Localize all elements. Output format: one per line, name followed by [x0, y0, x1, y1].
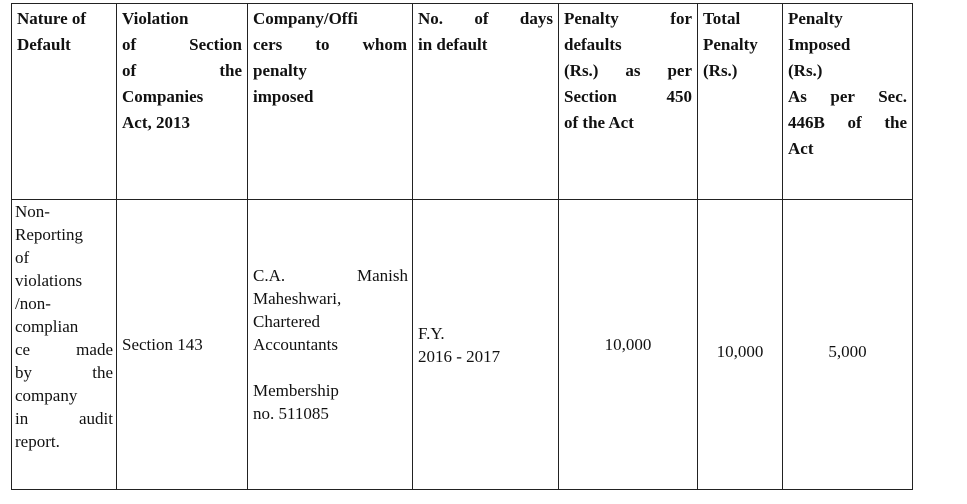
header-nature-of-default: Nature of Default — [12, 4, 117, 200]
table-row — [12, 200, 913, 490]
header-company-officers: Company/Offi cers to whom penalty imposed — [248, 4, 413, 200]
header-row — [12, 4, 913, 200]
cell-penalty-section-450: 10,000 — [559, 200, 698, 490]
cell-violation-section: Section 143 — [117, 200, 248, 490]
cell-nature-of-default: Non- Reporting of violations /non- complian ce made by the company in audit report. — [12, 200, 117, 490]
header-violation-of-section: Violation of Section of the Companies Act, 2013 — [117, 4, 248, 200]
header-total-penalty: Total Penalty (Rs.) — [698, 4, 783, 200]
header-days-in-default: No. of days in default — [413, 4, 559, 200]
header-penalty-imposed-446b: Penalty Imposed (Rs.) As per Sec. 446B of the Act — [783, 4, 913, 200]
header-penalty-section-450: Penalty for defaults (Rs.) as per Section 450 of the Act — [559, 4, 698, 200]
penalty-table — [11, 3, 913, 490]
cell-days-in-default: F.Y. 2016 - 2017 — [413, 200, 559, 490]
cell-company-officers: C.A. Manish Maheshwari, Chartered Accountants Membership no. 511085 — [248, 200, 413, 490]
cell-penalty-imposed: 5,000 — [783, 200, 913, 490]
cell-total-penalty: 10,000 — [698, 200, 783, 490]
